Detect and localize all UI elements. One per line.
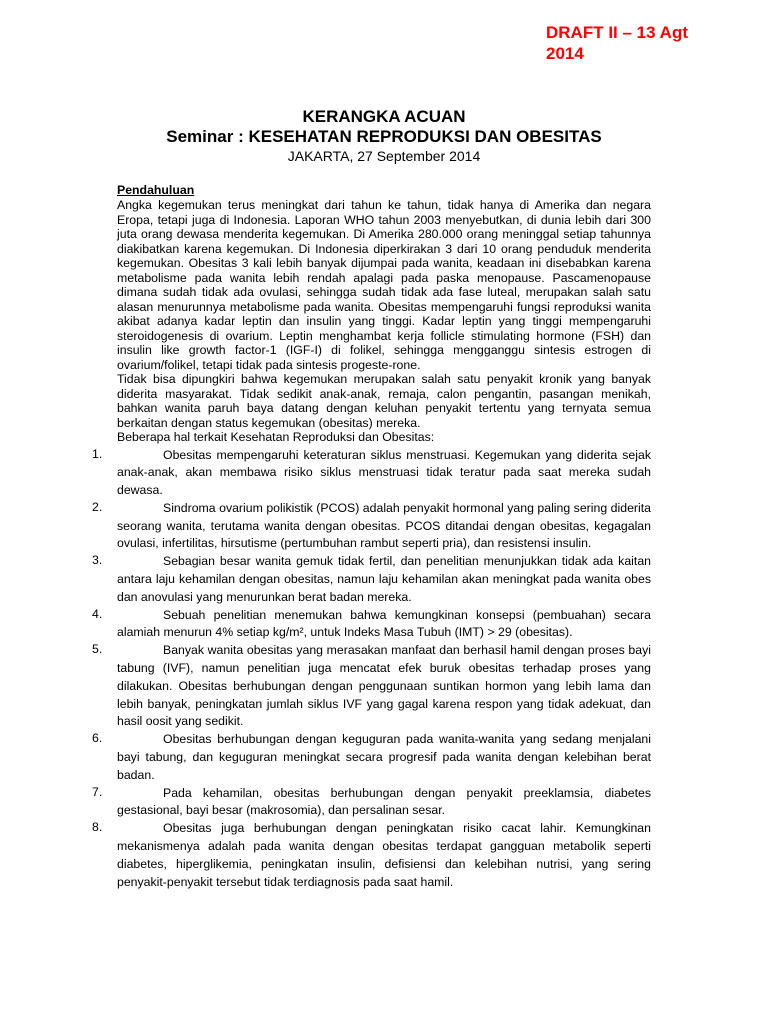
list-number: 2. <box>92 499 103 514</box>
draft-label-line2: 2014 <box>546 44 584 63</box>
list-item <box>92 607 651 643</box>
list-text: Sebagian besar wanita gemuk tidak fertil, dan penelitian menunjukkan tidak ada kaitan antara laju kehamilan dengan obesitas, namun laju kehamilan akan meningkat pada wanita obes dan anovulasi yang menurunkan berat badan mereka. <box>117 554 651 604</box>
intro-paragraph-2: Tidak bisa dipungkiri bahwa kegemukan merupakan salah satu penyakit kronik yang banyak diderita masyarakat. Tidak sedikit anak-anak, remaja, calon pengantin, pasangan menikah, bahkan wanita paruh baya datang dengan keluhan penyakit tertentu yang ternyata semua berkaitan dengan status kegemukan (obesitas) mereka. <box>117 372 651 430</box>
list-number: 8. <box>92 820 103 835</box>
list-item <box>92 553 651 606</box>
draft-label <box>546 22 746 64</box>
place-date: JAKARTA, 27 September 2014 <box>287 148 481 164</box>
list-number: 6. <box>92 731 103 746</box>
numbered-list <box>92 446 651 892</box>
list-item <box>92 820 651 891</box>
list-text: Sebuah penelitian menemukan bahwa kemungkinan konsepsi (pembuahan) secara alamiah menurun 4% setiap kg/m², untuk Indeks Masa Tubuh (IMT) > 29 (obesitas). <box>117 607 651 640</box>
document-title: KERANGKA ACUAN <box>302 107 466 126</box>
intro-paragraph-3: Beberapa hal terkait Kesehatan Reproduksi dan Obesitas: <box>117 430 435 444</box>
title-block <box>0 107 768 165</box>
list-item <box>92 731 651 784</box>
intro-paragraph-1: Angka kegemukan terus meningkat dari tahun ke tahun, tidak hanya di Amerika dan negara Eropa, tetapi juga di Indonesia. Laporan WHO tahun 2003 menyebutkan, di dunia lebih dari 300 juta orang dewasa menderita kegemukan. Di Amerika 280.000 orang meninggal setiap tahunnya diakibatkan karena kegemukan. Di Indonesia diperkirakan 3 dari 10 orang penduduk menderita kegemukan. Obesitas 3 kali lebih banyak dijumpai pada wanita, keadaan ini disebabkan karena metabolisme pada wanita lebih rendah apalagi pada paska menopause. Pascamenopause dimana sudah tidak ada ovulasi, sehingga sudah tidak ada fase luteal, merupakan salah satu alasan menurunnya metabolisme pada wanita. Obesitas mempengaruhi fungsi reproduksi wanita akibat adanya kadar leptin dan insulin yang tinggi. Kadar leptin yang tinggi mempengaruhi steroidogenesis di ovarium. Leptin menghambat kerja follicle stimulating hormone (FSH) dan insulin like growth factor-1 (IGF-I) di folikel, sehingga mengganggu sintesis estrogen di ovarium/folikel, tetapi tidak pada sintesis progeste-rone. <box>117 198 651 372</box>
list-number: 1. <box>92 446 103 461</box>
document-subtitle: Seminar : KESEHATAN REPRODUKSI DAN OBESITAS <box>166 127 602 146</box>
list-text: Banyak wanita obesitas yang merasakan manfaat dan berhasil hamil dengan proses bayi tabung (IVF), namun penelitian juga mencatat efek buruk obesitas terhadap proses yang dilakukan. Obesitas berhubungan dengan penggunaan suntikan hormon yang lebih lama dan lebih banyak, peningkatan jumlah siklus IVF yang gagal karena respon yang tidak adekuat, dan hasil oosit yang sedikit. <box>117 643 651 729</box>
list-item <box>92 785 651 821</box>
document-body <box>92 183 651 891</box>
list-text: Pada kehamilan, obesitas berhubungan dengan penyakit preeklamsia, diabetes gestasional, bayi besar (makrosomia), dan persalinan sesar. <box>117 785 651 818</box>
list-text: Obesitas berhubungan dengan keguguran pada wanita-wanita yang sedang menjalani bayi tabung, dan keguguran meningkat secara progresif pada wanita dengan kelebihan berat badan. <box>117 732 651 782</box>
list-text: Sindroma ovarium polikistik (PCOS) adalah penyakit hormonal yang paling sering diderita seorang wanita, terutama wanita dengan obesitas. PCOS ditandai dengan obesitas, kegagalan ovulasi, infertilitas, hirsutisme (pertumbuhan rambut seperti pria), dan resistensi insulin. <box>117 500 651 551</box>
list-number: 5. <box>92 642 103 657</box>
list-number: 4. <box>92 606 103 621</box>
list-number: 7. <box>92 784 103 799</box>
draft-label-line1: DRAFT II – 13 Agt <box>546 23 688 42</box>
section-heading: Pendahuluan <box>117 183 195 197</box>
list-text: Obesitas mempengaruhi keteraturan siklus menstruasi. Kegemukan yang diderita sejak anak-anak, akan membawa risiko siklus menstruasi tidak teratur pada saat mereka sudah dewasa. <box>117 447 651 498</box>
list-number: 3. <box>92 553 103 568</box>
list-item <box>92 642 651 731</box>
list-item <box>92 500 651 553</box>
list-item <box>92 447 651 500</box>
list-text: Obesitas juga berhubungan dengan peningkatan risiko cacat lahir. Kemungkinan mekanismenya adalah pada wanita dengan obesitas terdapat gangguan metabolik seperti diabetes, hiperglikemia, peningkatan insulin, defisiensi dan kelebihan nutrisi, yang sering penyakit-penyakit tersebut tidak terdiagnosis pada saat hamil. <box>117 821 651 889</box>
